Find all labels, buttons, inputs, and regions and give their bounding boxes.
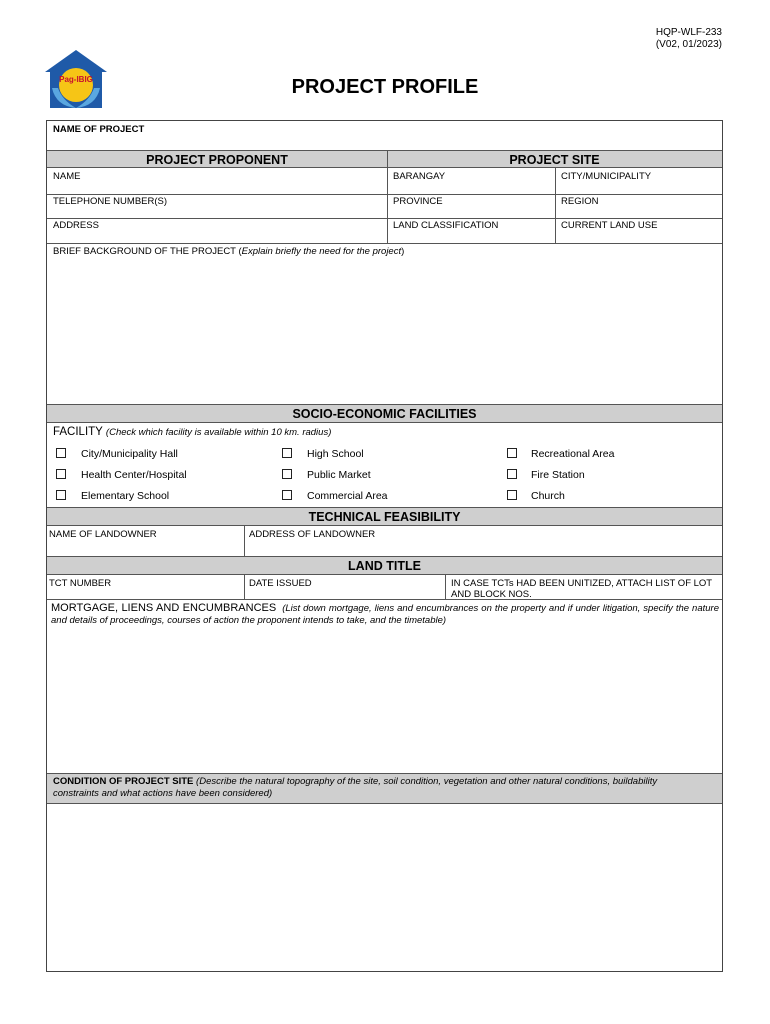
checkbox-high-school[interactable] bbox=[282, 448, 292, 458]
svg-text:Pag-IBIG: Pag-IBIG bbox=[59, 75, 93, 84]
checkbox-commercial-area[interactable] bbox=[282, 490, 292, 500]
land-title-heading: LAND TITLE bbox=[348, 559, 421, 573]
form-code: HQP-WLF-233 bbox=[655, 27, 722, 38]
facility-recreational-area-label: Recreational Area bbox=[531, 448, 615, 460]
facility-high-school-label: High School bbox=[307, 448, 364, 460]
proponent-address-label: ADDRESS bbox=[53, 220, 99, 231]
facility-fire-station-label: Fire Station bbox=[531, 469, 585, 481]
column-divider bbox=[445, 575, 446, 599]
facility-label: FACILITY (Check which facility is available within 10 km. radius) bbox=[53, 426, 332, 438]
current-land-use-label: CURRENT LAND USE bbox=[561, 220, 658, 231]
form-code-block bbox=[656, 27, 722, 51]
proponent-name-label: NAME bbox=[53, 171, 81, 182]
technical-heading: TECHNICAL FEASIBILITY bbox=[308, 510, 461, 524]
row-divider bbox=[47, 218, 722, 219]
province-label: PROVINCE bbox=[393, 196, 443, 207]
column-divider bbox=[387, 150, 388, 243]
background-label: BRIEF BACKGROUND OF THE PROJECT (Explain briefly the need for the project) bbox=[53, 246, 405, 257]
page-title: PROJECT PROFILE bbox=[291, 76, 479, 98]
facility-elementary-school-label: Elementary School bbox=[81, 490, 170, 502]
landowner-address-label: ADDRESS OF LANDOWNER bbox=[249, 529, 376, 540]
facility-public-market-label: Public Market bbox=[307, 469, 371, 481]
barangay-label: BARANGAY bbox=[393, 171, 446, 182]
project-name-label: NAME OF PROJECT bbox=[53, 124, 145, 135]
condition-textarea[interactable] bbox=[47, 804, 722, 971]
checkbox-recreational-area[interactable] bbox=[507, 448, 517, 458]
city-label: CITY/MUNICIPALITY bbox=[561, 171, 652, 182]
checkbox-church[interactable] bbox=[507, 490, 517, 500]
checkbox-public-market[interactable] bbox=[282, 469, 292, 479]
date-issued-label: DATE ISSUED bbox=[249, 578, 312, 589]
column-divider bbox=[244, 575, 245, 599]
mortgage-textarea[interactable] bbox=[47, 600, 722, 773]
project-name-field[interactable] bbox=[47, 121, 722, 149]
proponent-heading: PROJECT PROPONENT bbox=[146, 153, 288, 167]
proponent-telephone-label: TELEPHONE NUMBER(S) bbox=[53, 196, 168, 207]
checkbox-elementary-school[interactable] bbox=[56, 490, 66, 500]
condition-label: CONDITION OF PROJECT SITE (Describe the natural topography of the site, soil condition, vegetation and other natural conditions, buildability constraints and what actions have been considered) bbox=[53, 776, 658, 799]
facility-commercial-area-label: Commercial Area bbox=[307, 490, 388, 502]
facility-city-hall-label: City/Municipality Hall bbox=[81, 448, 178, 460]
facility-church-label: Church bbox=[531, 490, 565, 502]
region-label: REGION bbox=[561, 196, 599, 207]
technical-header bbox=[47, 507, 722, 526]
mortgage-label: MORTGAGE, LIENS AND ENCUMBRANCES (List down mortgage, liens and encumbrances on the property and if under litigation, specify the nature and details of proceedings, courses of action the proponent intends to take, and the timetable) bbox=[51, 602, 719, 626]
unitized-label: IN CASE TCTs HAD BEEN UNITIZED, ATTACH LIST OF LOT AND BLOCK NOS. bbox=[451, 578, 712, 600]
landowner-name-label: NAME OF LANDOWNER bbox=[49, 529, 157, 540]
project-profile-form bbox=[46, 120, 723, 972]
column-divider bbox=[244, 526, 245, 556]
land-title-header bbox=[47, 556, 722, 575]
checkbox-fire-station[interactable] bbox=[507, 469, 517, 479]
row-divider bbox=[47, 194, 722, 195]
tct-number-label: TCT NUMBER bbox=[49, 578, 112, 589]
facilities-header bbox=[47, 404, 722, 423]
site-heading: PROJECT SITE bbox=[509, 153, 600, 167]
checkbox-city-hall[interactable] bbox=[56, 448, 66, 458]
facility-health-center-label: Health Center/Hospital bbox=[81, 469, 187, 481]
checkbox-health-center[interactable] bbox=[56, 469, 66, 479]
column-divider bbox=[555, 168, 556, 243]
facilities-heading: SOCIO-ECONOMIC FACILITIES bbox=[292, 407, 477, 421]
land-classification-label: LAND CLASSIFICATION bbox=[393, 220, 499, 231]
background-textarea[interactable] bbox=[47, 244, 722, 404]
form-version: (V02, 01/2023) bbox=[655, 39, 722, 50]
